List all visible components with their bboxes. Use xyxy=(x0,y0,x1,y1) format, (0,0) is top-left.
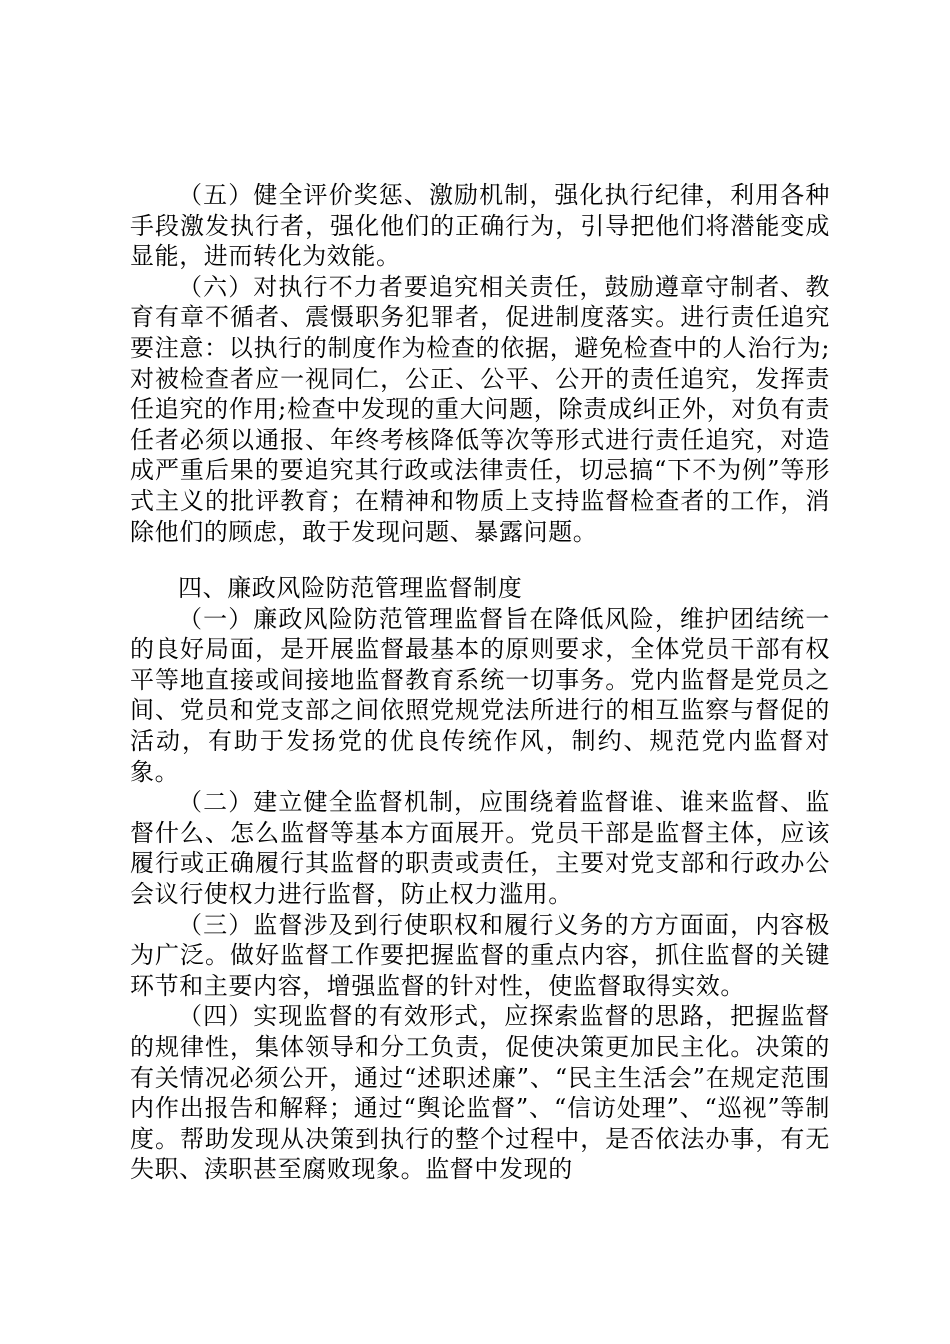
paragraph-item-3: （三）监督涉及到行使职权和履行义务的方方面面，内容极为广泛。做好监督工作要把握监督的重点内容，抓住监督的关键环节和主要内容，增强监督的针对性，使监督取得实效。 xyxy=(130,910,830,1000)
paragraph-item-1: （一）廉政风险防范管理监督旨在降低风险，维护团结统一的良好局面，是开展监督最基本的原则要求，全体党员干部有权平等地直接或间接地监督教育系统一切事务。党内监督是党员之间、党员和党支部之间依照党规党法所进行的相互监察与督促的活动，有助于发扬党的优良传统作风，制约、规范党内监督对象。 xyxy=(130,604,830,786)
section-evaluation-accountability xyxy=(130,180,830,547)
paragraph-item-6: （六）对执行不力者要追究相关责任，鼓励遵章守制者、教育有章不循者、震慑职务犯罪者，促进制度落实。进行责任追究要注意：以执行的制度作为检查的依据，避免检查中的人治行为;对被检查者应一视同仁，公正、公平、公开的责任追究，发挥责任追究的作用;检查中发现的重大问题，除责成纠正外，对负有责任者必须以通报、年终考核降低等次等形式进行责任追究，对造成严重后果的要追究其行政或法律责任，切忌搞“下不为例”等形式主义的批评教育；在精神和物质上支持监督检查者的工作，消除他们的顾虑，敢于发现问题、暴露问题。 xyxy=(130,272,830,546)
paragraph-item-4: （四）实现监督的有效形式，应探索监督的思路，把握监督的规律性，集体领导和分工负责，促使决策更加民主化。决策的有关情况必须公开，通过“述职述廉”、“民主生活会”在规定范围内作出报告和解释；通过“舆论监督”、“信访处理”、“巡视”等制度。帮助发现从决策到执行的整个过程中，是否依法办事，有无失职、渎职甚至腐败现象。监督中发现的 xyxy=(130,1002,830,1184)
paragraph-item-5: （五）健全评价奖惩、激励机制，强化执行纪律，利用各种手段激发执行者，强化他们的正确行为，引导把他们将潜能变成显能，进而转化为效能。 xyxy=(130,181,830,271)
paragraph-item-2: （二）建立健全监督机制，应围绕着监督谁、谁来监督、监督什么、怎么监督等基本方面展开。党员干部是监督主体，应该履行或正确履行其监督的职责或责任，主要对党支部和行政办公会议行使权力进行监督，防止权力滥用。 xyxy=(130,788,830,908)
section-heading: 四、廉政风险防范管理监督制度 xyxy=(178,574,523,602)
section-supervision-system xyxy=(130,573,830,1185)
